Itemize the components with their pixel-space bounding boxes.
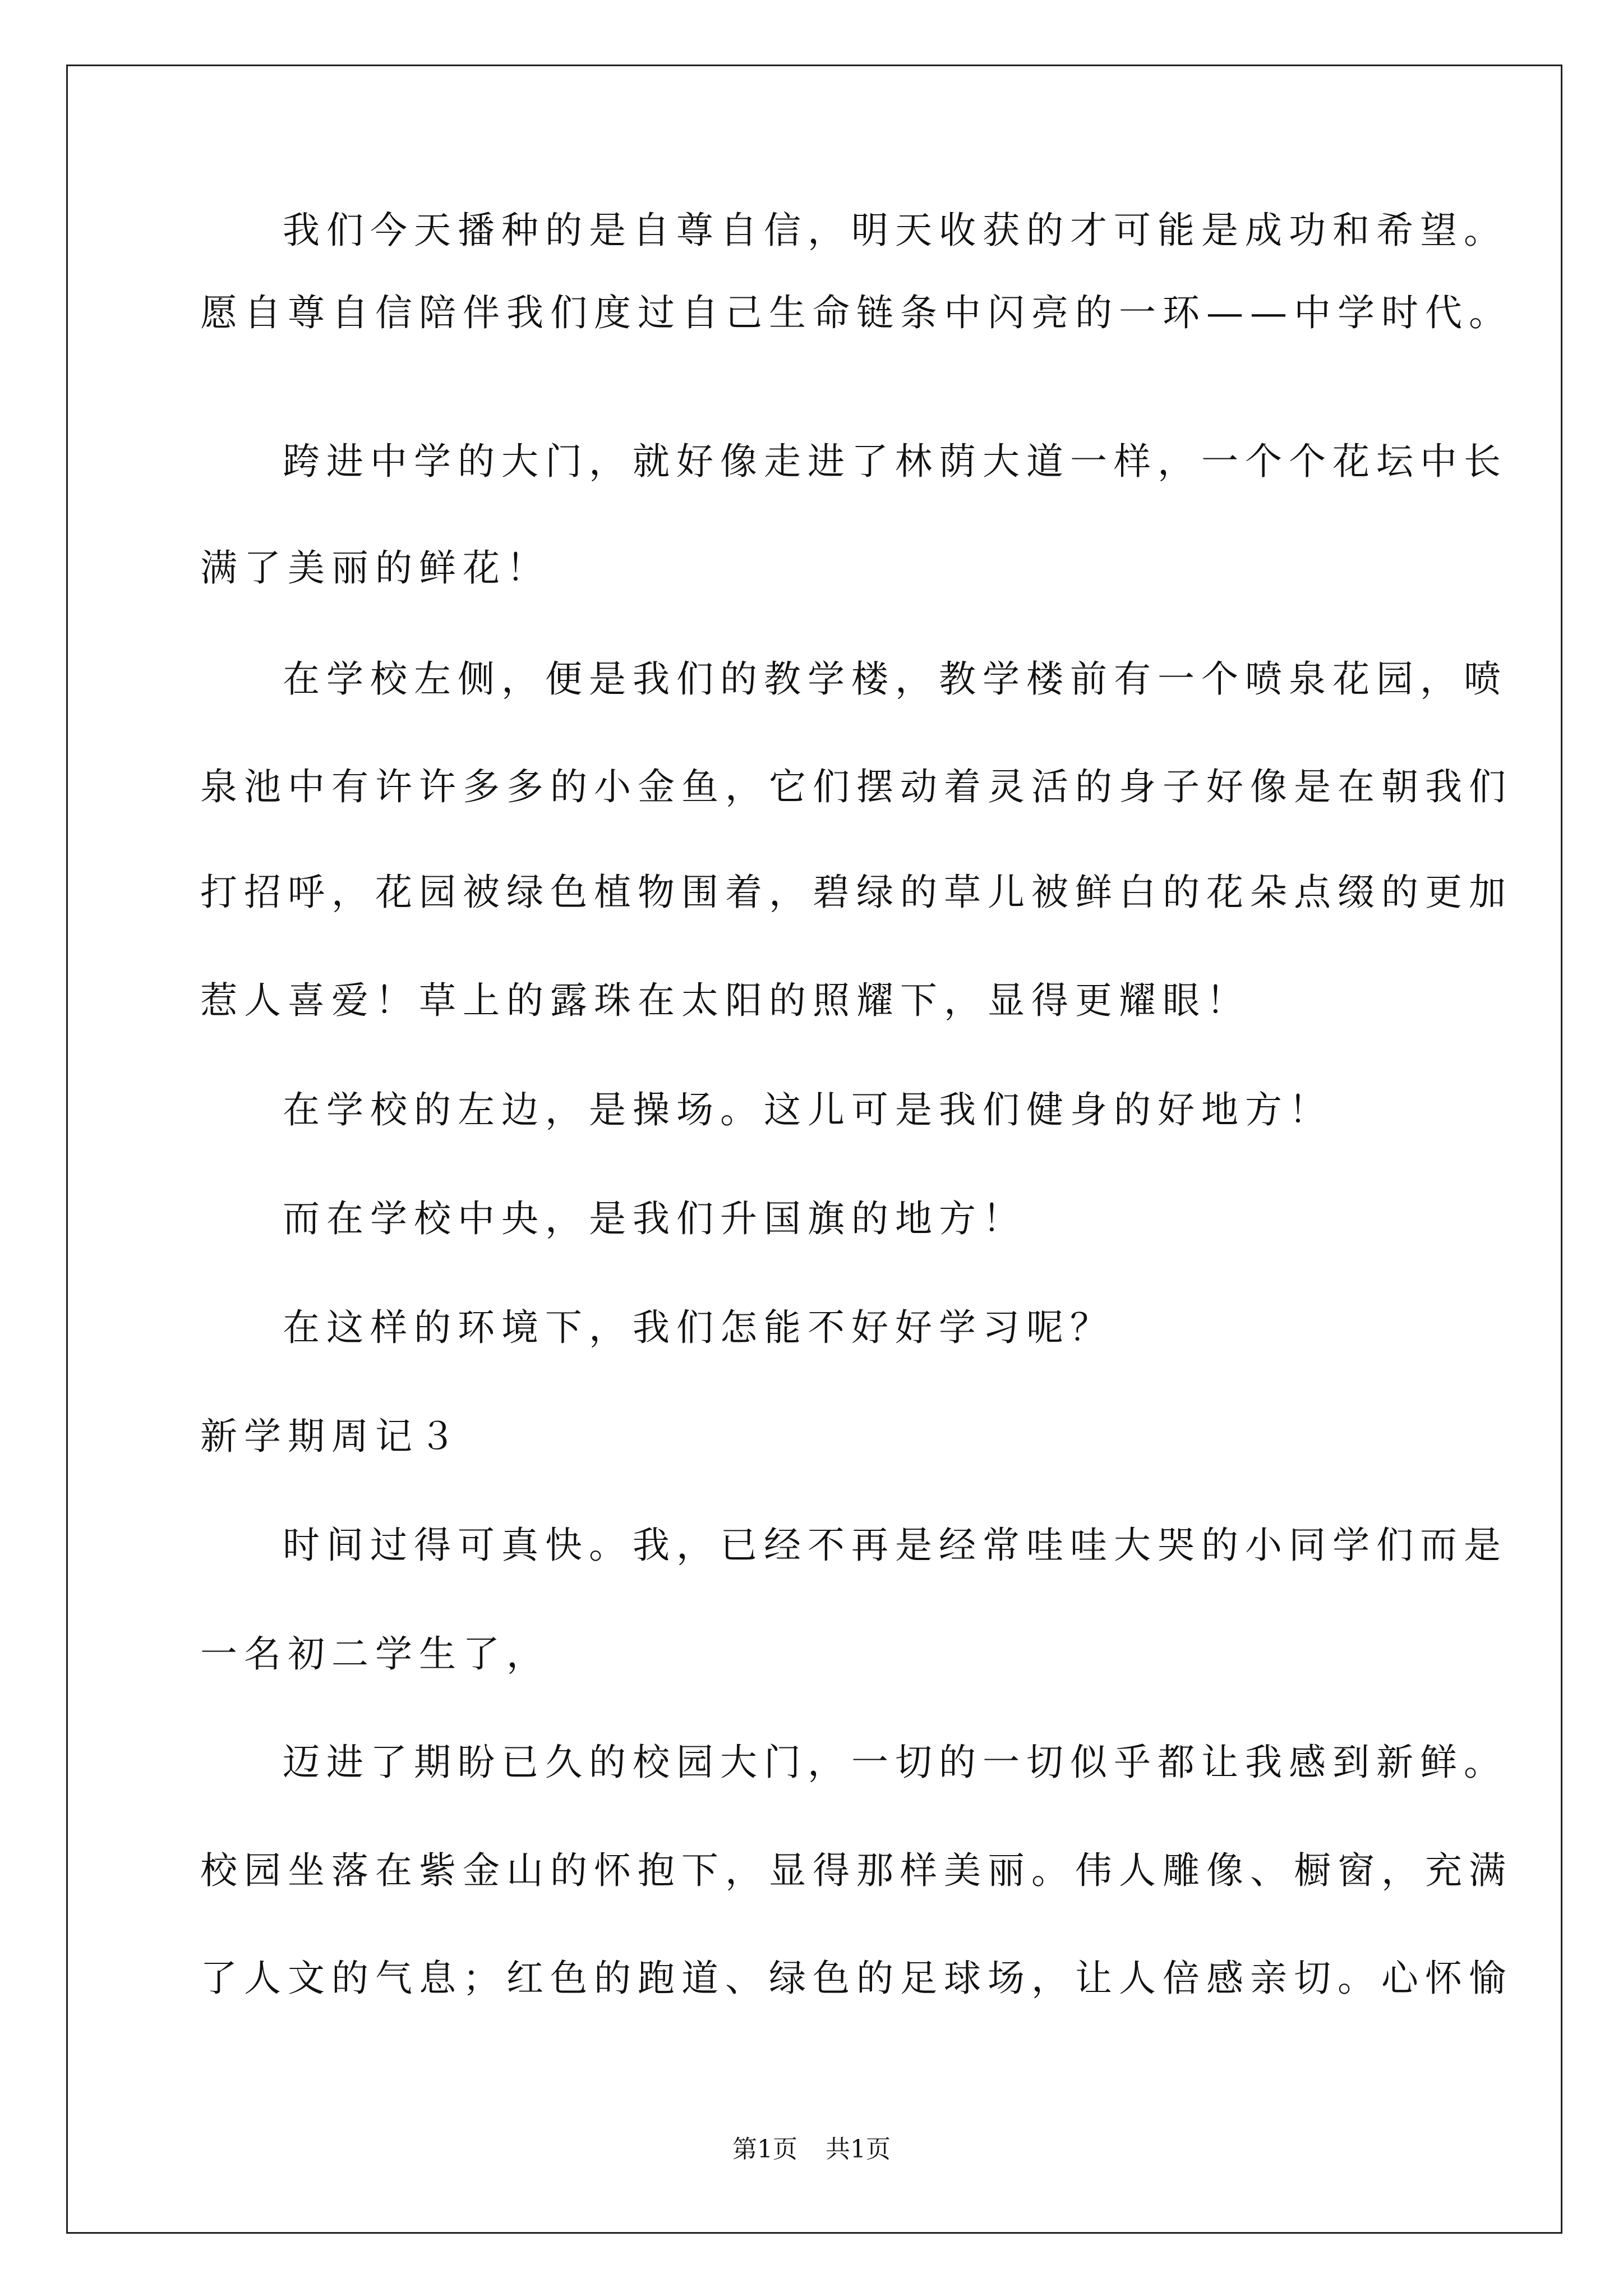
paragraph-line: 泉池中有许许多多的小金鱼，它们摆动着灵活的身子好像是在朝我们 — [200, 765, 1513, 808]
section-heading: 新学期周记３ — [200, 1415, 463, 1458]
paragraph-line: 了人文的气息；红色的跑道、绿色的足球场，让人倍感亲切。心怀愉 — [200, 1957, 1513, 2000]
page-number-total: 共1页 — [826, 2135, 891, 2164]
paragraph-line: 而在学校中央，是我们升国旗的地方！ — [283, 1197, 1026, 1240]
paragraph-line: 打招呼，花园被绿色植物围着，碧绿的草儿被鲜白的花朵点缀的更加 — [200, 871, 1513, 914]
paragraph-line: 在这样的环境下，我们怎能不好好学习呢？ — [283, 1306, 1114, 1349]
paragraph-line: 时间过得可真快。我，已经不再是经常哇哇大哭的小同学们而是 — [283, 1524, 1507, 1567]
page-border — [66, 65, 1562, 2234]
paragraph-line: 我们今天播种的是自尊自信，明天收获的才可能是成功和希望。 — [283, 209, 1507, 252]
paragraph-line: 在学校的左边，是操场。这儿可是我们健身的好地方！ — [283, 1088, 1332, 1131]
paragraph-line: 跨进中学的大门，就好像走进了林荫大道一样，一个个花坛中长 — [283, 440, 1507, 483]
paragraph-line: 一名初二学生了， — [200, 1632, 550, 1676]
paragraph-line: 惹人喜爱！草上的露珠在太阳的照耀下，显得更耀眼！ — [200, 979, 1250, 1022]
paragraph-line: 愿自尊自信陪伴我们度过自己生命链条中闪亮的一环——中学时代。 — [200, 291, 1513, 334]
page-footer — [0, 2137, 1623, 2162]
paragraph-line: 在学校左侧，便是我们的教学楼，教学楼前有一个喷泉花园，喷 — [283, 657, 1507, 701]
page-number-current: 第1页 — [732, 2135, 797, 2164]
paragraph-line: 校园坐落在紫金山的怀抱下，显得那样美丽。伟人雕像、橱窗，充满 — [200, 1849, 1513, 1892]
paragraph-line: 迈进了期盼已久的校园大门，一切的一切似乎都让我感到新鲜。 — [283, 1741, 1507, 1784]
paragraph-line: 满了美丽的鲜花！ — [200, 546, 550, 590]
